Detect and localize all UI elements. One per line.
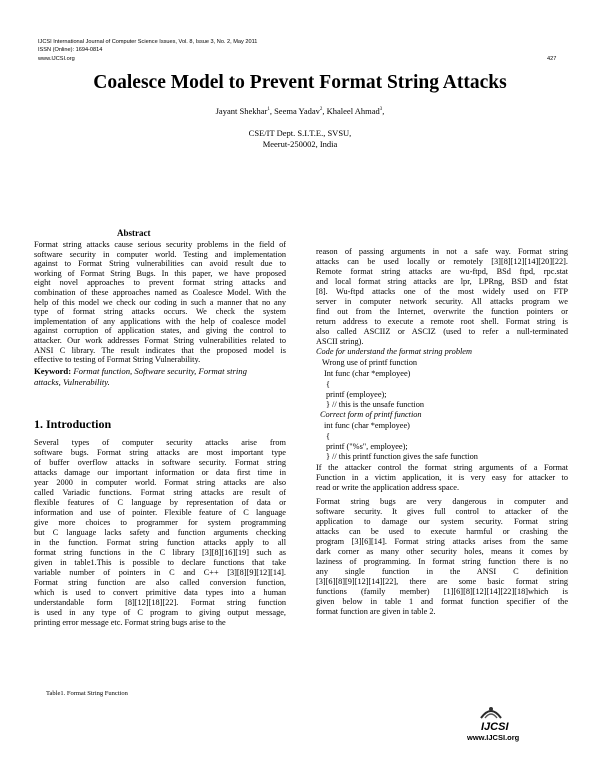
author-name: Khaleel Ahmad bbox=[326, 105, 380, 116]
logo-text: IJCSI bbox=[481, 721, 509, 733]
body-line: [3][6][8][9][12][14][22], there are some basic format string bbox=[316, 577, 568, 586]
abstract-heading: Abstract bbox=[117, 228, 151, 238]
body-line: given below in table 1 and format function specifier of the bbox=[316, 597, 568, 606]
code-line: int func (char *employee) bbox=[324, 421, 410, 430]
body-line: application to damage our system security. Format string bbox=[316, 517, 568, 526]
body-line: and local format string attacks are lpr, LPRng, BSD and fstat bbox=[316, 277, 568, 286]
intro-line: variable number of pointers in C and C++ [3][8][9][12][14]. bbox=[34, 568, 286, 577]
footer-url[interactable]: www.IJCSI.org bbox=[467, 733, 520, 742]
keywords-line bbox=[34, 366, 247, 376]
body-line: program [3][6][14]. Format string attacks arises from the same bbox=[316, 537, 568, 546]
abstract-line: help of this model we check our coding in such a manner that no any bbox=[34, 297, 286, 307]
paper-title: Coalesce Model to Prevent Format String Attacks bbox=[93, 72, 507, 93]
abstract-line: working of Format String Bugs. In this paper, we have proposed bbox=[34, 268, 286, 278]
section-heading-introduction: 1. Introduction bbox=[34, 417, 112, 431]
affiliation-dept: CSE/IT Dept. S.I.T.E., SVSU, bbox=[248, 128, 352, 138]
keywords-text: Format function, Software security, Format string bbox=[71, 366, 247, 376]
intro-line: printing error message etc. Format string bugs arise to the bbox=[34, 618, 226, 627]
intro-line: in the function. Format string function attacks apply to all bbox=[34, 538, 286, 547]
abstract-line: eight novel approaches to prevent format string attacks and bbox=[34, 278, 286, 288]
keywords-line: attacks, Vulnerability. bbox=[34, 377, 110, 387]
intro-line: of buffer overflow attacks in software security. Format string bbox=[34, 458, 286, 467]
intro-line: is used in any type of C program to giving output message, bbox=[34, 608, 286, 617]
author-sep: , bbox=[382, 105, 385, 116]
affiliation-city: Meerut-250002, India bbox=[262, 139, 338, 149]
abstract-line: type of format string attacks occurs. We check the system bbox=[34, 307, 286, 317]
code-line: printf (employee); bbox=[326, 390, 387, 399]
intro-line: given in table1.This is possible to declare functions that take bbox=[34, 558, 286, 567]
code-heading: Code for understand the format string problem bbox=[316, 347, 472, 356]
intro-line: information and use of pointer. Flexible feature of C language bbox=[34, 508, 286, 517]
body-line: Format string bugs are very dangerous in computer and bbox=[316, 497, 568, 506]
body-line: If the attacker control the format string arguments of a Format bbox=[316, 463, 568, 472]
body-line: also called ASCIIZ or ASCIZ (used to refer a null-terminated bbox=[316, 327, 568, 336]
author-sup: 1 bbox=[267, 107, 270, 112]
abstract-line: Format string attacks cause serious security problems in the field of bbox=[34, 240, 286, 249]
intro-line: called Variadic functions. Format string attacks are result of bbox=[34, 488, 286, 497]
body-line: find out from the Internet, overwrite the function pointers or bbox=[316, 307, 568, 316]
body-line: return address to execute a remote root shell. Format string is bbox=[316, 317, 568, 326]
code-line: { bbox=[326, 380, 330, 389]
logo-emblem-icon bbox=[478, 704, 504, 722]
body-line: reason of passing arguments in not a safe way. Format string bbox=[316, 247, 568, 256]
code-line: } // this printf function gives the safe function bbox=[326, 452, 478, 461]
code-line: { bbox=[326, 432, 330, 441]
journal-header: IJCSI International Journal of Computer Science Issues, Vol. 8, Issue 3, No. 2, May 2011 bbox=[38, 39, 258, 45]
author-sep: , bbox=[269, 105, 275, 116]
body-line: read or write the application address space. bbox=[316, 483, 460, 492]
author-name: Seema Yadav bbox=[274, 105, 320, 116]
body-line: server in computer network security. All attacks program we bbox=[316, 297, 568, 306]
intro-line: give more choices to programmer for system programming bbox=[34, 518, 286, 527]
code-line: Int func (char *employee) bbox=[324, 369, 411, 378]
abstract-line: ANSI C library. The result indicates that the proposed model is bbox=[34, 345, 286, 355]
author-sep: , bbox=[322, 105, 327, 116]
intro-line: but C language lacks safety and function arguments checking bbox=[34, 528, 286, 537]
intro-line: software bugs. Format string attacks are most important type bbox=[34, 448, 286, 457]
intro-line: format string functions in the C library [3][8][16][19] such as bbox=[34, 548, 286, 557]
author-name: Jayant Shekhar bbox=[215, 105, 268, 116]
intro-line: Format string function are also called conversion function, bbox=[34, 578, 286, 587]
correct-usage-label: Correct form of printf function bbox=[320, 410, 422, 419]
body-line: attacks can be used locally or remotely [3][8][12][14][20][22]. bbox=[316, 257, 568, 266]
abstract-line: combination of these approaches named as Coalesce Model. With the bbox=[34, 288, 286, 297]
journal-url[interactable]: www.IJCSI.org bbox=[38, 56, 75, 62]
abstract-line: against to Format String vulnerabilities can avoid result due to bbox=[34, 259, 286, 269]
body-line: [8]. Wu-ftpd attacks one of the most widely used on FTP bbox=[316, 287, 568, 296]
intro-line: which is used to convert primitive data types into a human bbox=[34, 588, 286, 597]
code-line: printf ("%s", employee); bbox=[326, 442, 408, 451]
body-line: Function in a victim application, it is very easy for attacker to bbox=[316, 473, 568, 482]
abstract-line: against corruption of application states, and giving the control to bbox=[34, 326, 286, 336]
code-line: } // this is the unsafe function bbox=[326, 400, 424, 409]
intro-line: year 2000 in computer world. Format string attacks are also bbox=[34, 478, 286, 487]
body-line: format function are given in table 2. bbox=[316, 607, 436, 616]
body-line: attacks can be used to execute harmful or crashing the bbox=[316, 527, 568, 536]
intro-line: attacks damage our important information or data first time in bbox=[34, 468, 286, 477]
body-line: ASCII string). bbox=[316, 337, 364, 346]
author-sup: 3 bbox=[379, 107, 383, 112]
keywords-label: Keyword: bbox=[34, 366, 72, 376]
abstract-line: software security in computer world. Testing and implementation bbox=[34, 249, 286, 259]
issn-line: ISSN (Online): 1694-0814 bbox=[38, 47, 103, 53]
body-line: dark corner as many other security holes, means it comes by bbox=[316, 547, 568, 556]
author-sup: 2 bbox=[319, 107, 323, 112]
intro-line: flexible features of C language by representation of data or bbox=[34, 498, 286, 507]
body-line: laziness of programming. In format string function there is no bbox=[316, 557, 568, 566]
body-line: any single function in the ANSI C definition bbox=[316, 567, 568, 576]
body-line: functions (family member) [1][6][8][12][14][22][18]which is bbox=[316, 587, 568, 596]
abstract-line: effective to testing of Format String Vulnerability. bbox=[34, 355, 201, 365]
abstract-line: attacker. Our work addresses Format String vulnerabilities related to bbox=[34, 336, 286, 345]
abstract-line: implementation of any applications with the help of coalesce model bbox=[34, 316, 286, 326]
body-line: software security. It gives full control to attacker of the bbox=[316, 507, 568, 516]
table-caption: Table1. Format String Function bbox=[46, 690, 128, 697]
author-list bbox=[0, 104, 600, 117]
body-line: Remote format string attacks are wu-ftpd, BSd ftpd, rpc.stat bbox=[316, 267, 568, 276]
intro-line: understandable form [8][12][18][22]. Format string function bbox=[34, 598, 286, 607]
page-number: 427 bbox=[547, 56, 557, 62]
wrong-usage-label: Wrong use of printf function bbox=[322, 358, 418, 367]
intro-line: Several types of computer security attacks arise from bbox=[34, 438, 286, 447]
